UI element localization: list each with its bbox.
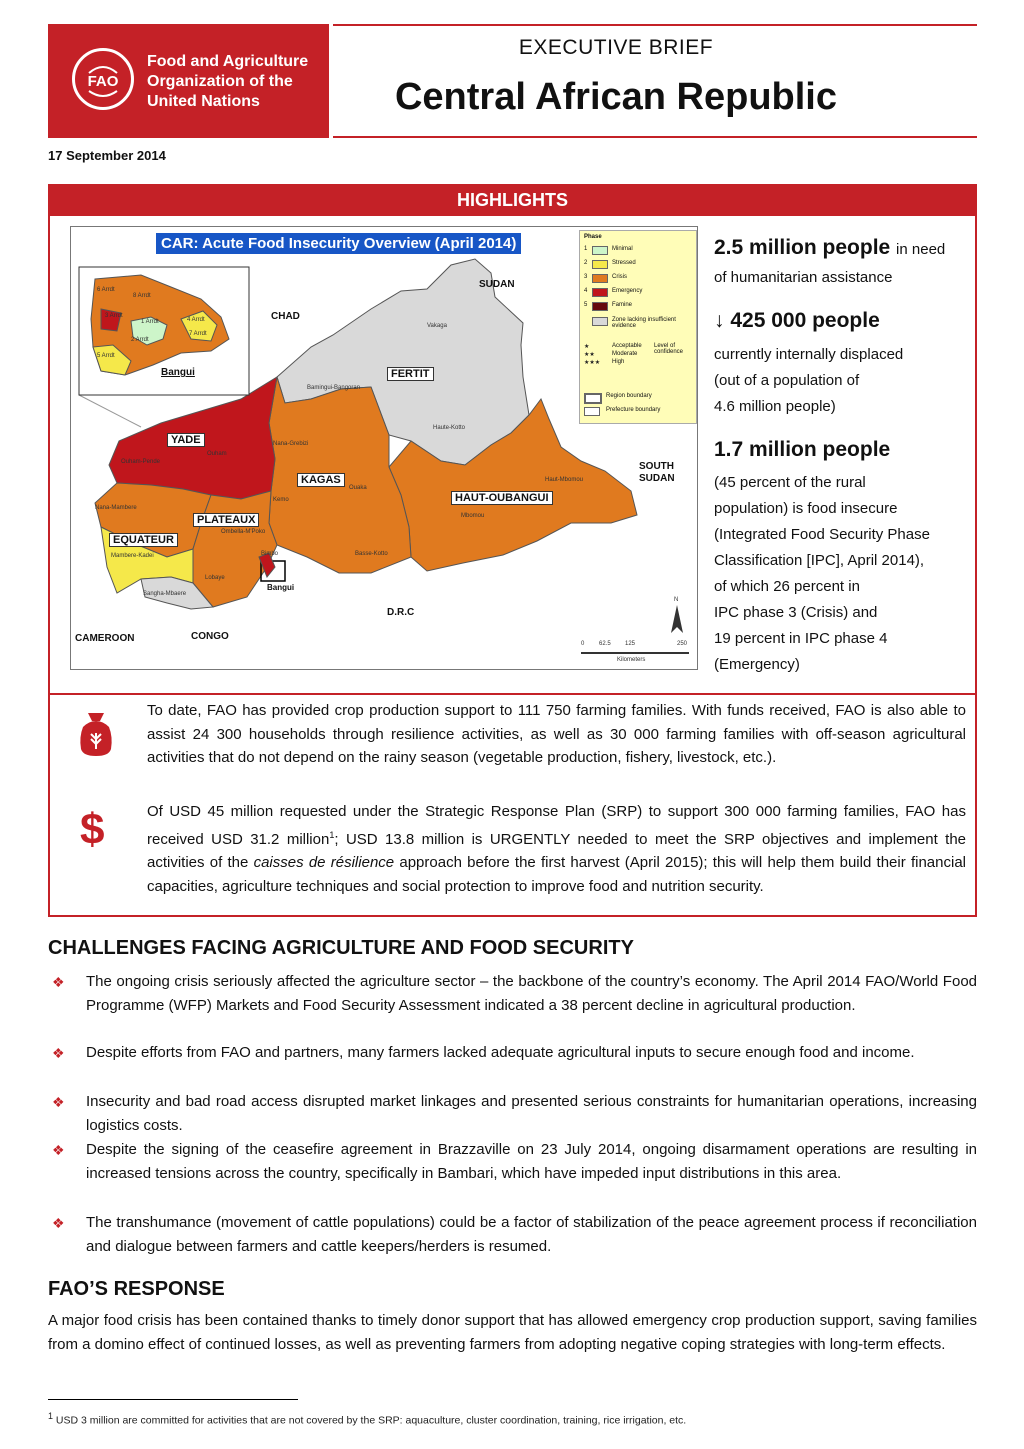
scale-unit: Kilometers [617, 657, 646, 663]
dollar-icon: $ [80, 805, 105, 854]
funding-text-part: ; USD 13.8 million is URGENTLY needed to meet the SRP objectives and implement the activities of the [147, 830, 967, 871]
map-country-south-sudan: SOUTH SUDAN [639, 461, 675, 484]
map-district-label: Bamingui-Bangoran [307, 385, 361, 391]
map-region-yade: YADE [167, 433, 205, 447]
inset-district-label: 3 Arrdt [105, 313, 123, 319]
scale-label: 0 [581, 641, 585, 647]
footnote-rule [48, 1399, 298, 1400]
legend-swatch-prefecture [584, 407, 600, 416]
seed-bag-icon [71, 709, 121, 759]
map-region-haut-oubangui: HAUT-OUBANGUI [451, 491, 553, 505]
legend-swatch-famine [592, 302, 608, 311]
legend-label: Zone lacking insufficient evidence [612, 317, 676, 329]
map-district-label: Ombella-M'Poko [221, 529, 266, 535]
map-district-label: Haute-Kotto [433, 425, 466, 431]
diamond-bullet-icon: ❖ [52, 1215, 65, 1231]
map-district-label: Bimbo [261, 551, 279, 557]
legend-swatch-region [584, 393, 602, 404]
challenge-item: The transhumance (movement of cattle populations) could be a factor of stabilization of the peace agreement process if reconciliation and dialogue between farmers and cattle keepers/herders is resumed. [86, 1214, 977, 1255]
legend-swatch-minimal [592, 246, 608, 255]
legend-phase-num: 5 [584, 302, 588, 308]
stat-displaced [714, 309, 880, 333]
map-district-label: Haut-Mbomou [545, 477, 584, 483]
map-country-chad: CHAD [271, 311, 300, 322]
legend-phase-num: 3 [584, 274, 588, 280]
map-district-label: Mambere-Kadei [111, 553, 154, 559]
legend-label: High [612, 359, 625, 365]
stat-food-insecure-text: (45 percent of the rural population) is food insecure (Integrated Food Security Phase Classification [IPC], April 2014), of which 26 percent in IPC phase 3 (Crisis) and 19 percent in IPC phase 4 (Emergency) [714, 474, 930, 673]
challenge-item: Insecurity and bad road access disrupted market linkages and presented serious constraints for humanitarian operations, increasing logistics costs. [86, 1093, 977, 1134]
funding-text [147, 800, 966, 898]
map-legend [579, 230, 697, 424]
map-country-sudan: SUDAN [479, 279, 515, 290]
legend-label: Region boundary [606, 393, 652, 399]
stat-in-need-suffix: in need [896, 241, 946, 258]
map-title: CAR: Acute Food Insecurity Overview (April 2014) [156, 233, 521, 254]
legend-phase-num: 4 [584, 288, 588, 294]
fao-emblem-text: FAO [87, 73, 119, 90]
legend-label: Famine [612, 302, 633, 308]
map-district-label: Nana-Mambere [95, 505, 137, 511]
footnote-ref: 1 [329, 829, 335, 840]
map-district-label: Vakaga [427, 323, 447, 329]
map-district-label: Lobaye [205, 575, 225, 581]
map-district-label: Ouaka [349, 485, 367, 491]
map-region-fertit: FERTIT [387, 367, 434, 381]
header-rule-bottom [333, 136, 977, 138]
highlights-separator [48, 693, 977, 695]
diamond-bullet-icon: ❖ [52, 1094, 65, 1110]
legend-swatch-no-data [592, 317, 608, 326]
organization-name: Food and Agriculture Organization of the United Nations [147, 53, 309, 110]
legend-swatch-emergency [592, 288, 608, 297]
inset-district-label: 8 Arrdt [133, 293, 151, 299]
map-district-label: Kemo [273, 497, 289, 503]
star-icon: ★ [584, 344, 590, 350]
publication-date: 17 September 2014 [48, 148, 166, 163]
legend-label: Emergency [612, 288, 643, 294]
challenge-item: Despite efforts from FAO and partners, many farmers lacked adequate agricultural inputs to secure enough food and income. [86, 1044, 915, 1061]
inset-district-label: 6 Arrdt [97, 287, 115, 293]
legend-label: Acceptable [612, 343, 642, 349]
stat-displaced-text: currently internally displaced (out of a population of 4.6 million people) [714, 346, 904, 415]
map-district-label: Mbomou [461, 513, 485, 519]
response-heading: FAO’S RESPONSE [48, 1278, 225, 1300]
diamond-bullet-icon: ❖ [52, 1142, 65, 1158]
map-country-drc: D.R.C [387, 607, 415, 618]
legend-label: Stressed [612, 260, 636, 266]
map-country-congo: CONGO [191, 631, 229, 642]
legend-phase-num: 1 [584, 246, 588, 252]
food-insecurity-map [70, 226, 698, 670]
map-region-plateaux: PLATEAUX [193, 513, 259, 527]
diamond-bullet-icon: ❖ [52, 1045, 65, 1061]
scale-label: 62.5 [599, 641, 611, 647]
map-district-label: Sangha-Mbaere [143, 591, 187, 597]
challenges-heading: CHALLENGES FACING AGRICULTURE AND FOOD SECURITY [48, 937, 634, 959]
star-icon: ★★★ [584, 360, 601, 366]
map-district-label: Ouham-Pende [121, 459, 161, 465]
funding-text-part: Of USD 45 million requested under the Strategic Response Plan (SRP) to support 300 000 farming families, FAO has received USD 31.2 million [147, 803, 966, 848]
footnote [48, 1411, 686, 1427]
footnote-number: 1 [48, 1411, 54, 1421]
stat-in-need-value: 2.5 million people [714, 236, 891, 259]
stat-food-insecure-value: 1.7 million people [714, 438, 891, 461]
legend-label: Crisis [612, 274, 627, 280]
legend-swatch-crisis [592, 274, 608, 283]
scale-label: 125 [625, 641, 636, 647]
funding-text-italic: caisses de résilience [253, 854, 395, 871]
stat-in-need [714, 236, 945, 260]
funding-text-part: approach before the first harvest (April 2015); this will help them build their financial capacities, agriculture techniques and social protection to improve food and nutrition security. [147, 854, 966, 895]
map-district-label: Ouham [207, 451, 227, 457]
inset-district-label: 7 Arrdt [189, 331, 207, 337]
inset-district-label: 2 Arrdt [131, 337, 149, 343]
fao-support-text: To date, FAO has provided crop production support to 111 750 farming families. With funds received, FAO is also able to assist 24 300 households through resilience activities, as well as 30 000 farming families with off-season agricultural activities that do not depend on the rainy season (vegetable production, fishery, livestock, etc.). [147, 702, 966, 766]
map-district-label: Nana-Grebizi [273, 441, 309, 447]
legend-confidence-title: Level of confidence [654, 343, 684, 355]
map-bangui-label: Bangui [267, 583, 295, 592]
header-rule-top [333, 24, 977, 26]
map-district-label: Basse-Kotto [355, 551, 388, 557]
response-text: A major food crisis has been contained thanks to timely donor support that has allowed emergency crop production support, saving families from a domino effect of continued losses, as well as preventing farmers from adopting negative coping strategies with long-term effects. [48, 1312, 977, 1353]
legend-title: Phase [584, 234, 602, 240]
legend-phase-num: 2 [584, 260, 588, 266]
inset-district-label: 4 Arrdt [187, 317, 205, 323]
challenge-item: Despite the signing of the ceasefire agreement in Brazzaville on 23 July 2014, ongoing disarmament operations are resulting in increased tensions across the country, specifically in Bambari, which have impeded input distributions in this area. [86, 1141, 977, 1182]
inset-district-label: 5 Arrdt [97, 353, 115, 359]
map-inset-label: Bangui [161, 367, 195, 378]
legend-label: Moderate [612, 351, 638, 357]
stat-in-need-text: of humanitarian assistance [714, 269, 893, 286]
diamond-bullet-icon: ❖ [52, 974, 65, 990]
document-type: EXECUTIVE BRIEF [518, 36, 714, 59]
inset-district-label: 1 Arrdt [141, 319, 159, 325]
challenge-item: The ongoing crisis seriously affected the agriculture sector – the backbone of the country’s economy. The April 2014 FAO/World Food Programme (WFP) Markets and Food Security Assessment indicated a 38 percent decline in agricultural production. [86, 973, 977, 1014]
down-arrow-icon: ↓ [714, 309, 725, 332]
north-arrow-icon: N [674, 597, 679, 603]
scale-label: 250 [677, 641, 688, 647]
fao-emblem-icon [72, 48, 134, 110]
legend-label: Prefecture boundary [606, 407, 661, 413]
page-title: Central African Republic [394, 76, 837, 118]
footnote-text: USD 3 million are committed for activities that are not covered by the SRP: aquaculture, cluster coordination, training, rice irrigation, etc. [53, 1414, 687, 1427]
star-icon: ★★ [584, 352, 595, 358]
fao-logo-block [48, 24, 329, 138]
stat-displaced-value: 425 000 people [730, 309, 880, 332]
highlights-heading: HIGHLIGHTS [49, 185, 976, 216]
legend-swatch-stressed [592, 260, 608, 269]
map-region-kagas: KAGAS [297, 473, 345, 487]
map-country-cameroon: CAMEROON [75, 633, 135, 644]
map-region-equateur: EQUATEUR [109, 533, 178, 547]
legend-label: Minimal [612, 246, 633, 252]
